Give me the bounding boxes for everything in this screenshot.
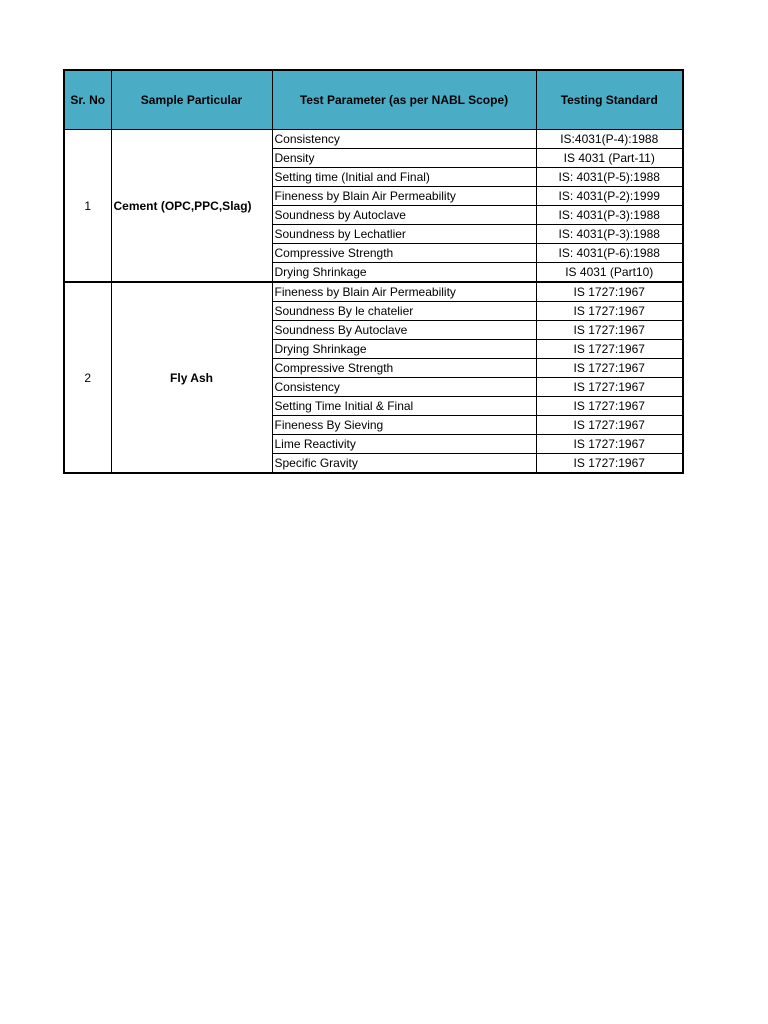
table-header: [64, 70, 683, 130]
header-row: [64, 70, 683, 130]
sample-particular-cell: Cement (OPC,PPC,Slag): [111, 130, 272, 283]
testing-standard-cell: IS: 4031(P-2):1999: [536, 187, 683, 206]
test-parameter-cell: Density: [272, 149, 536, 168]
testing-standard-cell: IS:4031(P-4):1988: [536, 130, 683, 149]
test-parameter-cell: Compressive Strength: [272, 244, 536, 263]
testing-standard-cell: IS: 4031(P-5):1988: [536, 168, 683, 187]
testing-standard-cell: IS 1727:1967: [536, 416, 683, 435]
table-row: [64, 130, 683, 149]
test-parameter-cell: Fineness By Sieving: [272, 416, 536, 435]
sample-particular-cell: Fly Ash: [111, 282, 272, 473]
testing-standard-cell: IS 1727:1967: [536, 282, 683, 302]
test-parameter-cell: Fineness by Blain Air Permeability: [272, 282, 536, 302]
test-parameter-cell: Soundness By le chatelier: [272, 302, 536, 321]
testing-standard-cell: IS 1727:1967: [536, 454, 683, 474]
header-sr-no: Sr. No: [64, 70, 111, 130]
testing-standard-cell: IS 4031 (Part-11): [536, 149, 683, 168]
test-parameter-cell: Soundness by Lechatlier: [272, 225, 536, 244]
test-parameter-cell: Soundness By Autoclave: [272, 321, 536, 340]
test-parameter-cell: Specific Gravity: [272, 454, 536, 474]
table-row: [64, 282, 683, 302]
test-parameter-cell: Lime Reactivity: [272, 435, 536, 454]
testing-standard-cell: IS: 4031(P-3):1988: [536, 225, 683, 244]
header-testing-standard: Testing Standard: [536, 70, 683, 130]
testing-standard-cell: IS 1727:1967: [536, 435, 683, 454]
header-test-parameter: Test Parameter (as per NABL Scope): [272, 70, 536, 130]
test-parameter-cell: Fineness by Blain Air Permeability: [272, 187, 536, 206]
sr-no-cell: 2: [64, 282, 111, 473]
testing-standard-cell: IS: 4031(P-3):1988: [536, 206, 683, 225]
sr-no-cell: 1: [64, 130, 111, 283]
testing-standard-cell: IS 1727:1967: [536, 321, 683, 340]
testing-scope-table: [63, 69, 684, 474]
test-parameter-cell: Setting time (Initial and Final): [272, 168, 536, 187]
test-parameter-cell: Setting Time Initial & Final: [272, 397, 536, 416]
test-parameter-cell: Compressive Strength: [272, 359, 536, 378]
test-parameter-cell: Drying Shrinkage: [272, 263, 536, 283]
sample-group-cement: [64, 130, 683, 283]
header-sample-particular: Sample Particular: [111, 70, 272, 130]
test-parameter-cell: Drying Shrinkage: [272, 340, 536, 359]
testing-standard-cell: IS 1727:1967: [536, 302, 683, 321]
testing-standard-cell: IS 1727:1967: [536, 378, 683, 397]
testing-standard-cell: IS 4031 (Part10): [536, 263, 683, 283]
testing-standard-cell: IS 1727:1967: [536, 397, 683, 416]
testing-standard-cell: IS: 4031(P-6):1988: [536, 244, 683, 263]
testing-standard-cell: IS 1727:1967: [536, 340, 683, 359]
test-parameter-cell: Consistency: [272, 130, 536, 149]
test-parameter-cell: Consistency: [272, 378, 536, 397]
sample-group-fly-ash: [64, 282, 683, 473]
testing-standard-cell: IS 1727:1967: [536, 359, 683, 378]
test-parameter-cell: Soundness by Autoclave: [272, 206, 536, 225]
